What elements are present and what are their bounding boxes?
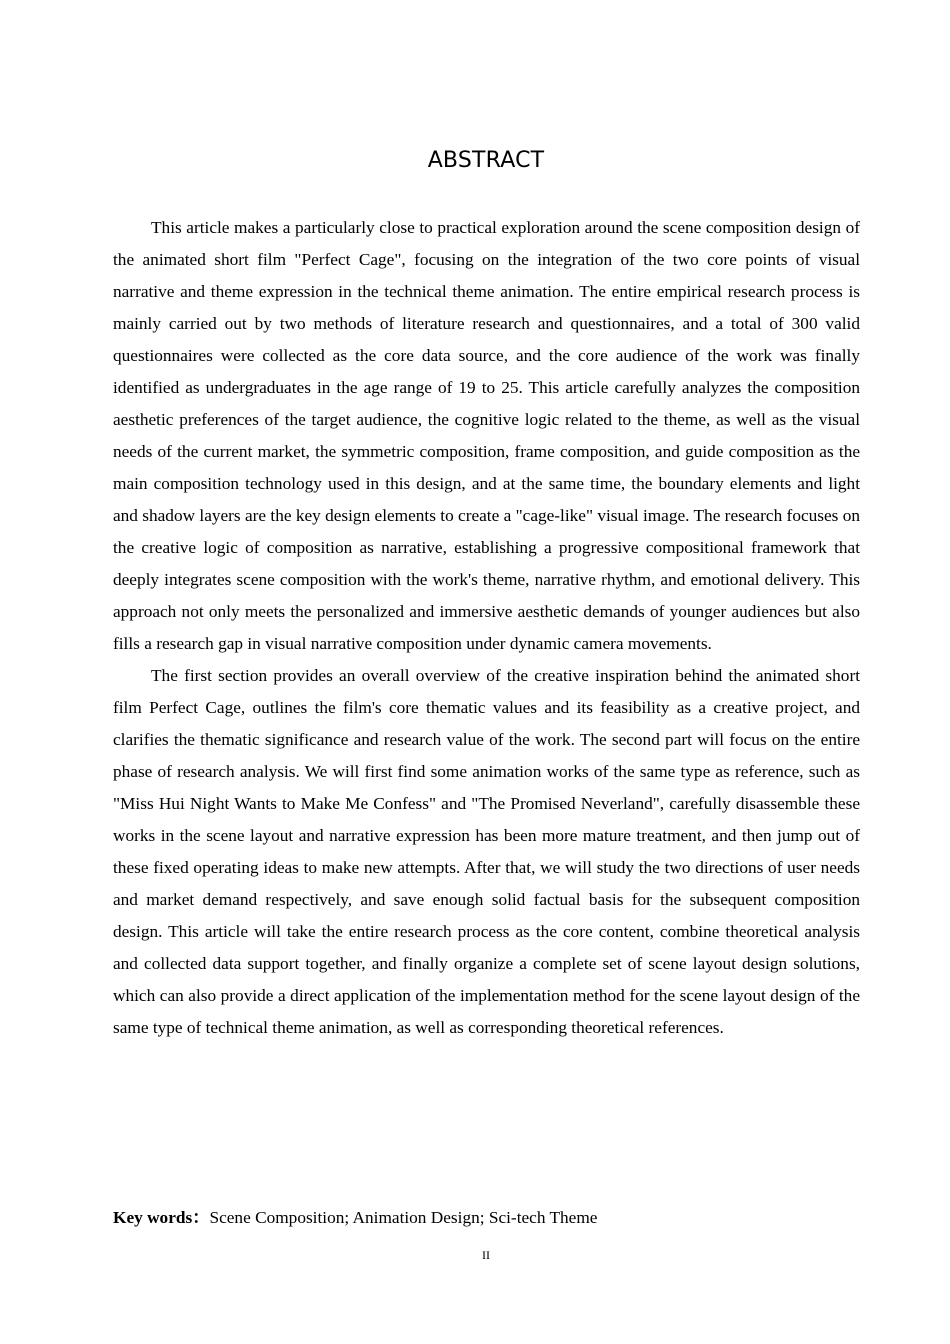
keywords-value: Scene Composition; Animation Design; Sci-tech Theme	[209, 1208, 598, 1227]
keywords-line	[113, 1202, 860, 1234]
abstract-body	[113, 212, 860, 1044]
abstract-title: ABSTRACT	[427, 148, 545, 173]
keywords-label: Key words：	[113, 1208, 210, 1227]
page-number: II	[482, 1248, 490, 1262]
abstract-paragraph-1: This article makes a particularly close to practical exploration around the scene composition design of the animated short film "Perfect Cage", focusing on the integration of the two core points of visual narrative and theme expression in the technical theme animation. The entire empirical research process is mainly carried out by two methods of literature research and questionnaires, and a total of 300 valid questionnaires were collected as the core data source, and the core audience of the work was finally identified as undergraduates in the age range of 19 to 25. This article carefully analyzes the composition aesthetic preferences of the target audience, the cognitive logic related to the theme, as well as the visual needs of the current market, the symmetric composition, frame composition, and guide composition as the main composition technology used in this design, and at the same time, the boundary elements and light and shadow layers are the key design elements to create a "cage-like" visual image. The research focuses on the creative logic of composition as narrative, establishing a progressive compositional framework that deeply integrates scene composition with the work's theme, narrative rhythm, and emotional delivery. This approach not only meets the personalized and immersive aesthetic demands of younger audiences but also fills a research gap in visual narrative composition under dynamic camera movements.	[113, 218, 860, 653]
abstract-paragraph-2: The first section provides an overall overview of the creative inspiration behind the animated short film Perfect Cage, outlines the film's core thematic values and its feasibility as a creative project, and clarifies the thematic significance and research value of the work. The second part will focus on the entire phase of research analysis. We will first find some animation works of the same type as reference, such as "Miss Hui Night Wants to Make Me Confess" and "The Promised Neverland", carefully disassemble these works in the scene layout and narrative expression has been more mature treatment, and then jump out of these fixed operating ideas to make new attempts. After that, we will study the two directions of user needs and market demand respectively, and save enough solid factual basis for the subsequent composition design. This article will take the entire research process as the core content, combine theoretical analysis and collected data support together, and finally organize a complete set of scene layout design solutions, which can also provide a direct application of the implementation method for the scene layout design of the same type of technical theme animation, as well as corresponding theoretical references.	[113, 666, 860, 1037]
